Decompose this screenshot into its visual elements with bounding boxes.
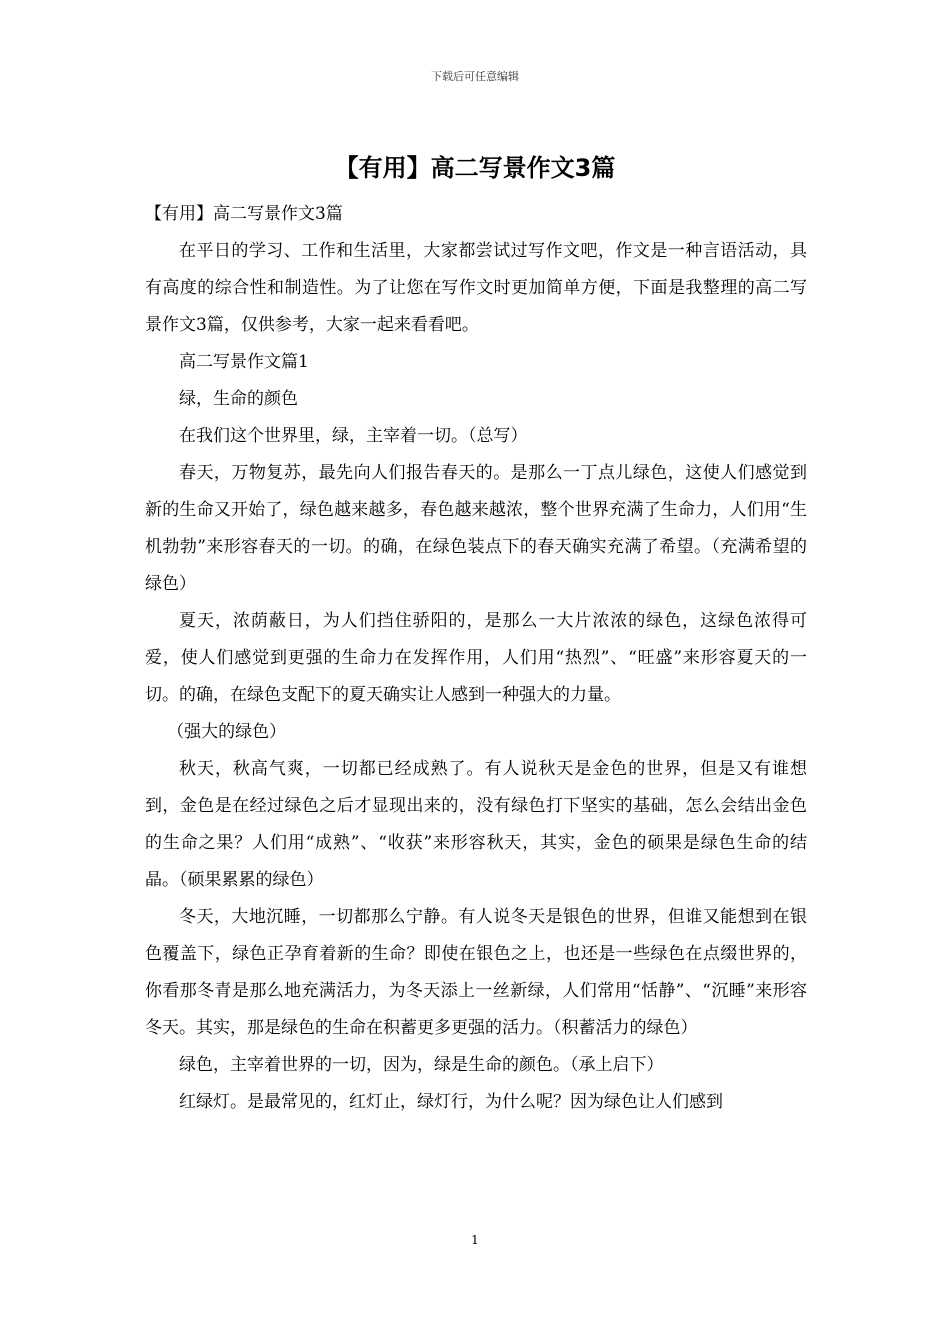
paragraph-essay-title: 绿，生命的颜色 [179,389,298,409]
page-number: 1 [471,1233,479,1247]
paragraph-autumn: 秋天，秋高气爽，一切都已经成熟了。有人说秋天是金色的世界，但是又有谁想到，金色是在经过绿色之后才显现出来的，没有绿色打下坚实的基础，怎么会结出金色的生命之果？人们用“成熟”、“收获”来形容秋天，其实，金色的硕果是绿色生命的结晶。（硕果累累的绿色） [145,759,807,890]
paragraph-summer-note: （强大的绿色） [167,722,287,742]
paragraph-traffic-light: 红绿灯。是最常见的，红灯止，绿灯行，为什么呢？因为绿色让人们感到 [179,1092,723,1112]
paragraph-intro: 在平日的学习、工作和生活里，大家都尝试过写作文吧，作文是一种言语活动，具有高度的综合性和制造性。为了让您在写作文时更加简单方便，下面是我整理的高二写景作文3篇，仅供参考，大家一起来看看吧。 [145,241,807,335]
paragraph-subtitle: 【有用】高二写景作文3篇 [145,204,343,224]
document-title: 【有用】高二写景作文3篇 [334,154,616,182]
paragraph-spring: 春天，万物复苏，最先向人们报告春天的。是那么一丁点儿绿色，这使人们感觉到新的生命又开始了，绿色越来越多，春色越来越浓，整个世界充满了生命力，人们用“生机勃勃”来形容春天的一切。的确，在绿色装点下的春天确实充满了希望。（充满希望的绿色） [145,463,807,594]
document-body [145,196,807,1121]
paragraph-overview: 在我们这个世界里，绿，主宰着一切。（总写） [179,426,528,446]
page-header-note: 下载后可任意编辑 [431,70,519,83]
paragraph-summer: 夏天，浓荫蔽日，为人们挡住骄阳的，是那么一大片浓浓的绿色，这绿色浓得可爱，使人们感觉到更强的生命力在发挥作用，人们用“热烈”、“旺盛”来形容夏天的一切。的确，在绿色支配下的夏天确实让人感到一种强大的力量。 [145,611,807,705]
paragraph-essay-heading: 高二写景作文篇1 [179,352,309,372]
paragraph-winter: 冬天，大地沉睡，一切都那么宁静。有人说冬天是银色的世界，但谁又能想到在银色覆盖下，绿色正孕育着新的生命？即使在银色之上，也还是一些绿色在点缀世界的，你看那冬青是那么地充满活力，为冬天添上一丝新绿，人们常用“恬静”、“沉睡”来形容冬天。其实，那是绿色的生命在积蓄更多更强的活力。（积蓄活力的绿色） [145,907,807,1038]
paragraph-transition: 绿色，主宰着世界的一切，因为，绿是生命的颜色。（承上启下） [179,1055,664,1075]
